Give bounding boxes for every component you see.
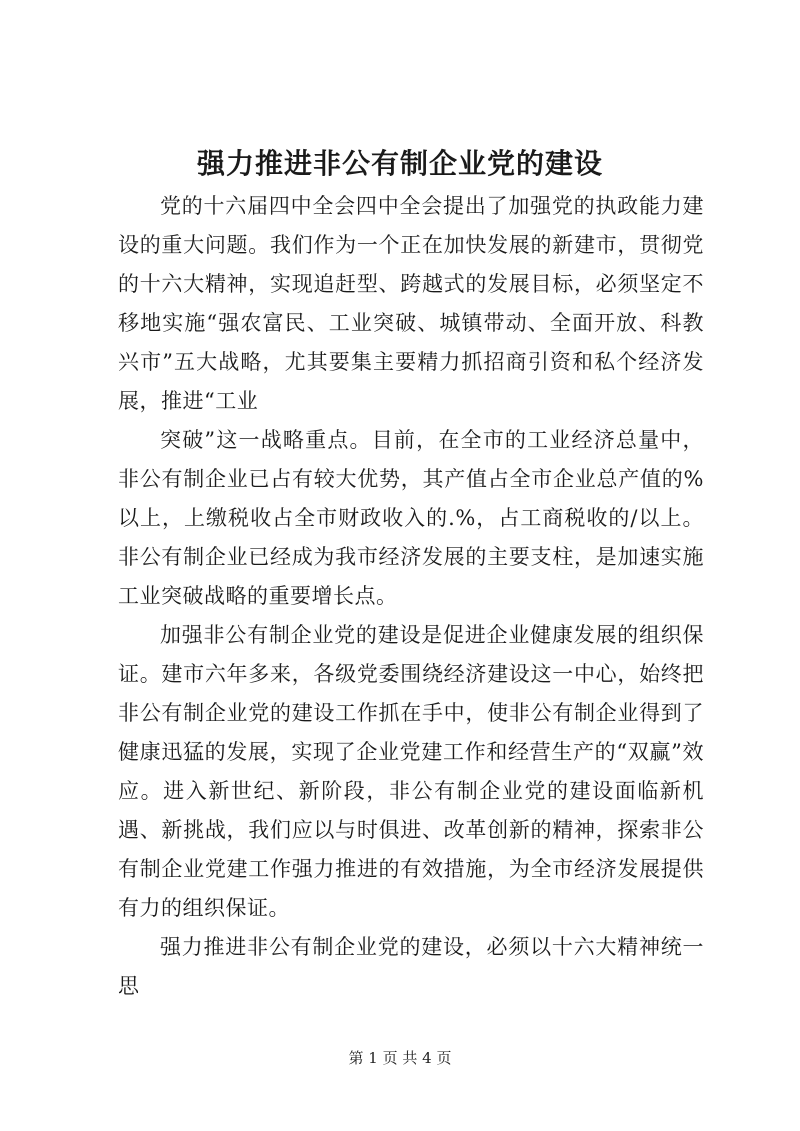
document-body: [118, 187, 704, 1006]
paragraph-2: 突破”这一战略重点。目前，在全市的工业经济总量中，非公有制企业已占有较大优势，其产值占全市企业总产值的%以上，上缴税收占全市财政收入的.%，占工商税收的/以上。非公有制企业已经成为我市经济发展的主要支柱，是加速实施工业突破战略的重要增长点。: [118, 428, 704, 608]
paragraph-3: 加强非公有制企业党的建设是促进企业健康发展的组织保证。建市六年多来，各级党委围绕经济建设这一中心，始终把非公有制企业党的建设工作抓在手中，使非公有制企业得到了健康迅猛的发展，实现了企业党建工作和经营生产的“双赢”效应。进入新世纪、新阶段，非公有制企业党的建设面临新机遇、新挑战，我们应以与时俱进、改革创新的精神，探索非公有制企业党建工作强力推进的有效措施，为全市经济发展提供有力的组织保证。: [118, 623, 704, 920]
document-title: 强力推进非公有制企业党的建设: [196, 147, 603, 180]
page-footer: 第 1 页 共 4 页: [348, 1049, 452, 1067]
paragraph-1: 党的十六届四中全会四中全会提出了加强党的执政能力建设的重大问题。我们作为一个正在加快发展的新建市，贯彻党的十六大精神，实现追赶型、跨越式的发展目标，必须坚定不移地实施“强农富民、工业突破、城镇带动、全面开放、科教兴市”五大战略，尤其要集主要精力抓招商引资和私个经济发展，推进“工业: [118, 194, 704, 413]
paragraph-4: 强力推进非公有制企业党的建设，必须以十六大精神统一思: [118, 935, 704, 998]
